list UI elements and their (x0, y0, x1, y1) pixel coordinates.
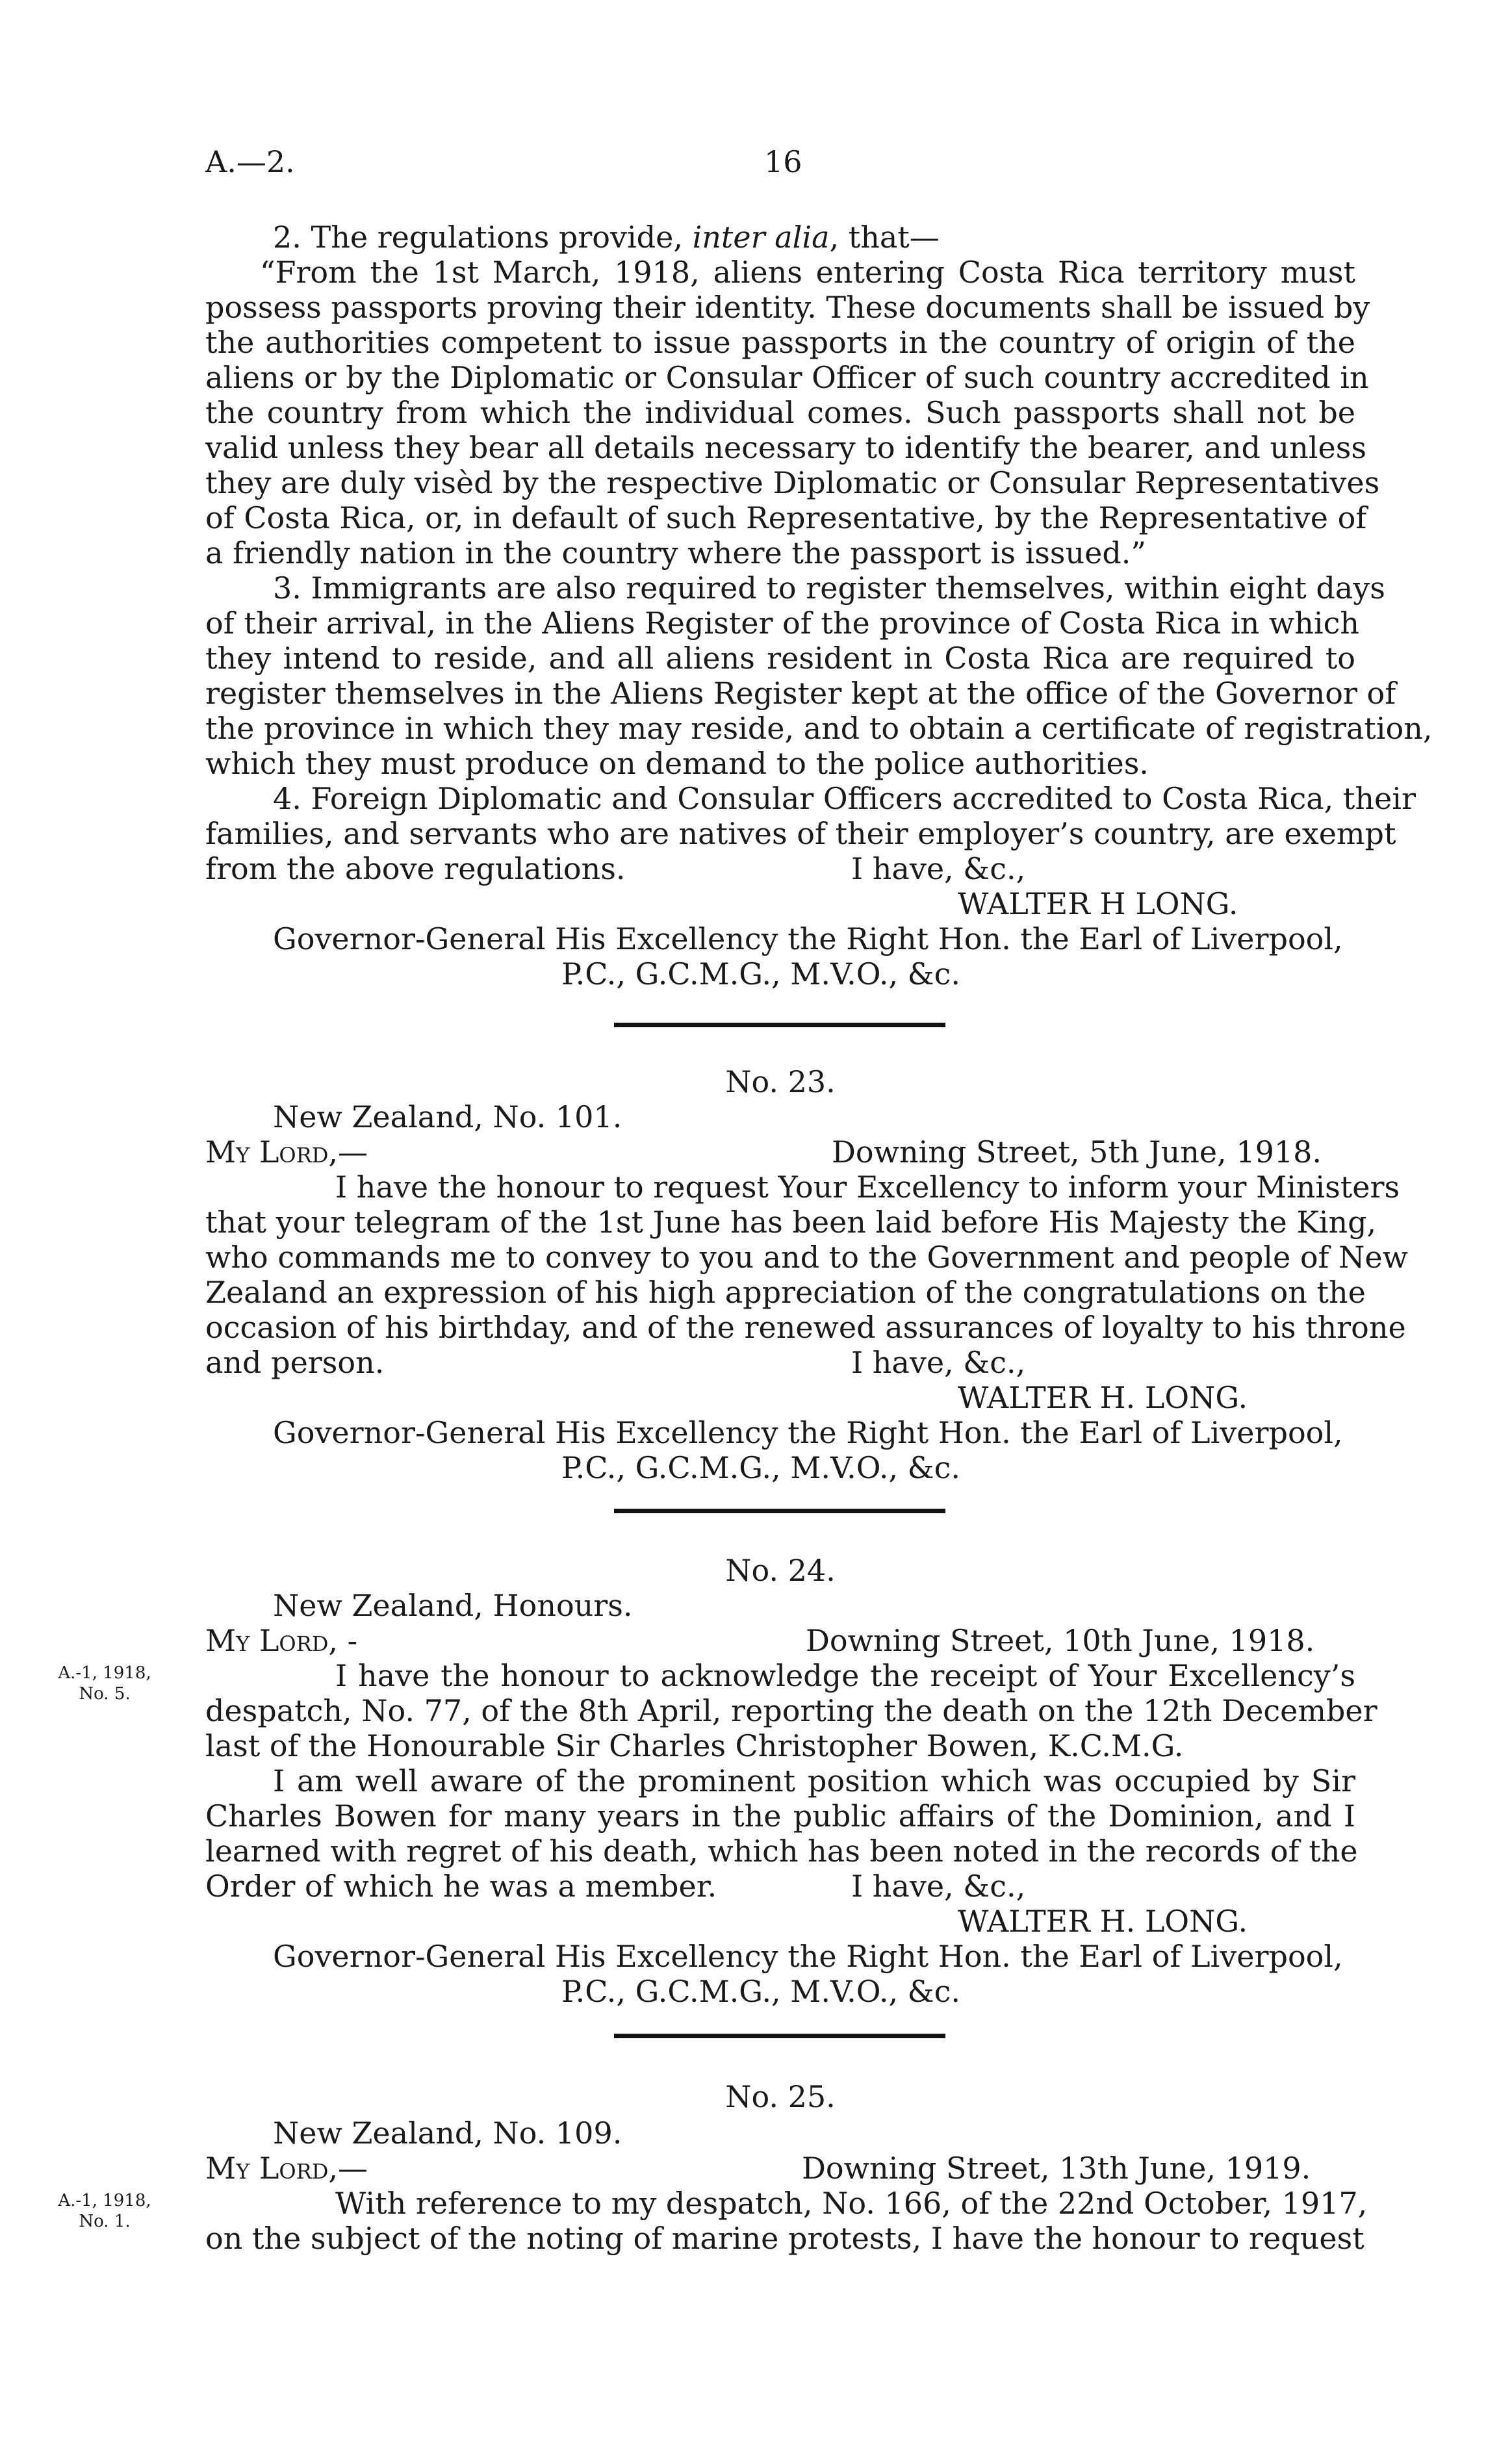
despatch-subject: New Zealand, Honours. (273, 1588, 633, 1623)
margin-note: A.-1, 1918, (58, 1663, 151, 1683)
body-line: last of the Honourable Sir Charles Christopher Bowen, K.C.M.G. (205, 1728, 1184, 1763)
body-line: I have the honour to request Your Excellency to inform your Ministers (335, 1170, 1400, 1205)
addressee: Governor-General His Excellency the Right Hon. the Earl of Liverpool, (273, 1415, 1343, 1450)
body-line: With reference to my despatch, No. 166, of the 22nd October, 1917, (335, 2186, 1368, 2221)
body-line: on the subject of the noting of marine protests, I have the honour to request (205, 2221, 1365, 2256)
section-divider (614, 2034, 945, 2038)
quote-line: a friendly nation in the country where the passport is issued.” (205, 535, 1146, 570)
place-date: Downing Street, 5th June, 1918. (832, 1134, 1322, 1170)
addressee-honours: P.C., G.C.M.G., M.V.O., &c. (561, 1450, 961, 1485)
body-line: despatch, No. 77, of the 8th April, reporting the death on the 12th December (205, 1693, 1377, 1728)
margin-note: A.-1, 1918, (58, 2191, 151, 2210)
despatch-subject: New Zealand, No. 109. (273, 2116, 622, 2151)
signature: WALTER H. LONG. (958, 1380, 1248, 1415)
paragraph-3-line: the province in which they may reside, and to obtain a certificate of registration, (205, 711, 1433, 746)
section-divider (614, 1509, 945, 1513)
addressee-honours: P.C., G.C.M.G., M.V.O., &c. (561, 1974, 961, 2009)
addressee: Governor-General His Excellency the Right Hon. the Earl of Liverpool, (273, 1939, 1343, 1974)
quote-line: they are duly visèd by the respective Diplomatic or Consular Representatives (205, 465, 1380, 500)
quote-line: the authorities competent to issue passports in the country of origin of the (205, 325, 1355, 360)
paragraph-2-lead: 2. The regulations provide, inter alia, that— (273, 220, 940, 255)
paragraph-3-line: which they must produce on demand to the police authorities. (205, 746, 1149, 781)
salutation: My Lord, - (205, 1623, 358, 1658)
despatch-number: No. 23. (725, 1064, 836, 1099)
salutation: My Lord,— (205, 2151, 368, 2186)
body-line: who commands me to convey to you and to the Government and people of New (205, 1240, 1409, 1275)
place-date: Downing Street, 13th June, 1919. (802, 2151, 1311, 2186)
paragraph-3-line: 3. Immigrants are also required to register themselves, within eight days (273, 570, 1385, 606)
body-line: Order of which he was a member. (205, 1869, 717, 1904)
closing-formula: I have, &c., (851, 1869, 1026, 1904)
closing-formula: I have, &c., (851, 851, 1026, 886)
salutation: My Lord,— (205, 1134, 368, 1170)
quote-line: “From the 1st March, 1918, aliens entering Costa Rica territory must (260, 255, 1355, 290)
closing-formula: I have, &c., (851, 1345, 1026, 1380)
body-line: I have the honour to acknowledge the receipt of Your Excellency’s (335, 1658, 1355, 1693)
page-number: 16 (764, 144, 802, 179)
paragraph-4-line: families, and servants who are natives of their employer’s country, are exempt (205, 816, 1396, 851)
quote-line: of Costa Rica, or, in default of such Representative, by the Representative of (205, 500, 1367, 535)
quote-line: the country from which the individual comes. Such passports shall not be (205, 395, 1355, 430)
paragraph-3-line: register themselves in the Aliens Register kept at the office of the Governor of (205, 676, 1396, 711)
latin-phrase: inter alia (692, 220, 830, 255)
body-line: Charles Bowen for many years in the public affairs of the Dominion, and I (205, 1798, 1355, 1834)
despatch-number: No. 24. (725, 1553, 836, 1588)
paragraph-3-line: of their arrival, in the Aliens Register of the province of Costa Rica in which (205, 606, 1360, 641)
margin-note: No. 1. (79, 2212, 131, 2231)
body-line: Zealand an expression of his high appreciation of the congratulations on the (205, 1275, 1366, 1310)
place-date: Downing Street, 10th June, 1918. (806, 1623, 1315, 1658)
body-line: that your telegram of the 1st June has been laid before His Majesty the King, (205, 1205, 1377, 1240)
margin-note: No. 5. (79, 1684, 131, 1704)
section-divider (614, 1023, 945, 1027)
addressee: Governor-General His Excellency the Right Hon. the Earl of Liverpool, (273, 921, 1343, 956)
body-line: I am well aware of the prominent position which was occupied by Sir (273, 1763, 1355, 1798)
page-reference: A.—2. (205, 144, 295, 179)
quote-line: aliens or by the Diplomatic or Consular Officer of such country accredited in (205, 360, 1369, 395)
addressee-honours: P.C., G.C.M.G., M.V.O., &c. (561, 956, 961, 991)
signature: WALTER H LONG. (958, 886, 1238, 921)
paragraph-4-line: 4. Foreign Diplomatic and Consular Officers accredited to Costa Rica, their (273, 781, 1416, 816)
quote-line: possess passports proving their identity. These documents shall be issued by (205, 290, 1370, 325)
despatch-number: No. 25. (725, 2079, 836, 2114)
paragraph-3-line: they intend to reside, and all aliens resident in Costa Rica are required to (205, 641, 1355, 676)
quote-line: valid unless they bear all details necessary to identify the bearer, and unless (205, 430, 1366, 465)
paragraph-4-line: from the above regulations. (205, 851, 626, 886)
body-line: occasion of his birthday, and of the renewed assurances of loyalty to his throne (205, 1310, 1406, 1345)
despatch-subject: New Zealand, No. 101. (273, 1099, 622, 1134)
body-line: learned with regret of his death, which has been noted in the records of the (205, 1834, 1358, 1869)
body-line: and person. (205, 1345, 385, 1380)
signature: WALTER H. LONG. (958, 1904, 1248, 1939)
